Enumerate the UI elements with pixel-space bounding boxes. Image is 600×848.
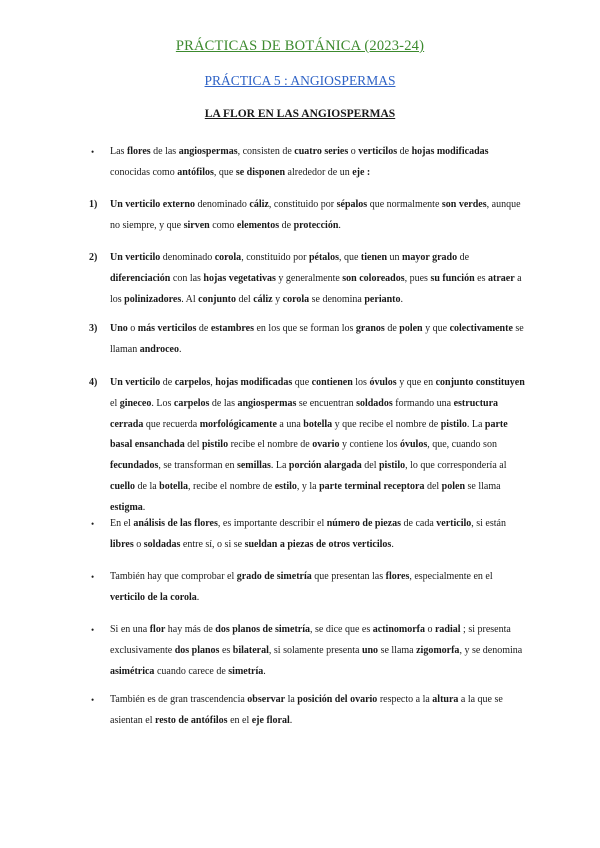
paragraph-ovario [110, 690, 528, 732]
text-run: y generalmente [275, 272, 343, 284]
text-run: , que [338, 252, 361, 263]
bold-term: sirven [183, 219, 210, 231]
bold-term: porción alargada [288, 460, 362, 472]
bold-term: parte terminal receptora [319, 480, 425, 492]
bold-term: soldados [356, 397, 393, 409]
bold-term: tienen [360, 252, 388, 263]
text-run: de [160, 377, 175, 388]
text-run: en el [227, 714, 252, 726]
text-run: ; si presenta exclusivamente [110, 624, 511, 656]
list-marker-3: 3) [89, 323, 98, 334]
bold-term: Un verticilo externo [110, 199, 195, 210]
bold-term: flor [149, 624, 166, 635]
bold-term: angiospermas [178, 146, 238, 157]
list-marker-4: 4) [89, 377, 98, 388]
bold-term: pistilo [201, 439, 229, 451]
bold-term: pistilo [440, 418, 467, 430]
bold-term: sépalos [336, 199, 368, 210]
text-run: respecto a la [377, 694, 433, 705]
text-run: de [384, 323, 400, 334]
text-run: que normalmente [367, 199, 442, 210]
text-run: la [285, 694, 298, 705]
text-run: o [348, 146, 359, 157]
bold-term: semillas [236, 460, 271, 472]
bold-term: pistilo [379, 460, 406, 472]
bold-term: número de piezas [326, 518, 401, 529]
bold-term: perianto [364, 293, 401, 305]
bold-term: polen [399, 323, 423, 334]
text-run: se llama [465, 480, 501, 492]
list-marker-2: 2) [89, 252, 98, 263]
list-marker-1: 1) [89, 199, 98, 210]
text-run: . Al [181, 293, 199, 305]
text-run: También hay que comprobar el [110, 571, 237, 582]
paragraph-intro [110, 142, 528, 184]
text-run: , que, cuando son [427, 439, 497, 451]
text-run: de las [209, 397, 238, 409]
bold-term: hojas modificadas [215, 377, 293, 388]
text-run: de [196, 323, 211, 334]
bold-term: resto de antófilos [154, 714, 228, 726]
text-run: se encuentran [296, 397, 357, 409]
text-run: se llaman [110, 323, 524, 355]
text-run: como [209, 219, 237, 231]
text-run: , consisten de [237, 146, 295, 157]
bold-term: estilo [274, 480, 297, 492]
bold-term: dos planos [174, 644, 220, 656]
section-heading: LA FLOR EN LAS ANGIOSPERMAS [204, 108, 396, 120]
bold-term: se disponen [235, 166, 286, 178]
paragraph-simetria [110, 567, 528, 609]
text-run: , lo que correspondería al [405, 460, 507, 472]
bold-term: elementos [236, 219, 280, 231]
text-run: y contiene los [339, 439, 400, 451]
bold-term: verticilo de la corola [110, 591, 197, 603]
bold-term: mayor grado [402, 252, 458, 263]
text-run: denominado [194, 199, 250, 210]
bold-term: su función [430, 272, 475, 284]
bold-term: hojas modificadas [411, 146, 489, 157]
text-run: o [424, 624, 435, 635]
bold-term: verticilo [436, 518, 472, 529]
bold-term: granos [355, 323, 385, 334]
bold-term: angiospermas [237, 397, 297, 409]
text-run: en los que se forman los [253, 323, 356, 334]
text-run: que recuerda [143, 418, 200, 430]
text-run: . [400, 293, 403, 305]
bold-term: estructura cerrada [110, 397, 499, 430]
text-run: y que recibe el nombre de [332, 418, 441, 430]
bold-term: corola [282, 293, 310, 305]
bold-term: sueldan a piezas de otros verticilos [244, 538, 392, 550]
bold-term: son verdes [441, 199, 487, 210]
text-run: , especialmente en el [409, 571, 493, 582]
text-run: de cada [401, 518, 437, 529]
paragraph-gineceo [110, 373, 528, 519]
text-run: o [133, 538, 144, 550]
text-run: se denomina [309, 293, 365, 305]
bold-term: diferenciación [110, 272, 171, 284]
text-run: y que en [396, 377, 436, 388]
paragraph-caliz [110, 195, 528, 237]
paragraph-planos [110, 620, 528, 682]
bold-term: flores [385, 571, 410, 582]
text-run: , que [213, 166, 236, 178]
text-run: o [127, 323, 138, 334]
bold-term: botella [159, 480, 189, 492]
text-run: , aunque no siempre, y que [110, 199, 521, 231]
bold-term: estambres [210, 323, 254, 334]
bold-term: pétalos [308, 252, 339, 263]
bold-term: gineceo [119, 397, 152, 409]
text-run: , y la [296, 480, 320, 492]
text-run: , [210, 377, 216, 388]
text-run: del [235, 293, 254, 305]
bold-term: fecundados [110, 460, 159, 472]
text-run: . [391, 538, 394, 550]
bold-term: conjunto constituyen [435, 377, 525, 388]
text-run: de [279, 219, 294, 231]
text-run: conocidas como [110, 166, 178, 178]
text-run: . Los [151, 397, 174, 409]
bold-term: actinomorfa [372, 624, 425, 635]
text-run: , pues [404, 272, 431, 284]
text-run: . [178, 343, 182, 355]
text-run: . [196, 591, 200, 603]
bold-term: zigomorfa [416, 644, 460, 656]
bold-term: más verticilos [137, 323, 197, 334]
text-run: Las [110, 146, 127, 157]
bold-term: parte basal ensanchada [110, 418, 508, 451]
bold-term: uno [361, 644, 379, 656]
bold-term: altura [432, 694, 459, 705]
bold-term: soldadas [143, 538, 181, 550]
text-run: alrededor de un [285, 166, 353, 178]
text-run: , se transforman en [158, 460, 237, 472]
bold-term: hojas vegetativas [203, 272, 276, 284]
text-run: que presentan las [311, 571, 386, 582]
text-run: . La [270, 460, 289, 472]
bold-term: ovario [312, 439, 340, 451]
bold-term: posición del ovario [297, 694, 378, 705]
text-run: que [292, 377, 312, 388]
bold-term: cuatro series [294, 146, 349, 157]
text-run: , si están [471, 518, 506, 529]
text-run: Si en una [110, 624, 150, 635]
text-run: se llama [378, 644, 417, 656]
bold-term: libres [110, 538, 134, 550]
bold-term: corola [214, 252, 242, 263]
page-title: PRÁCTICAS DE BOTÁNICA (2023-24) [175, 38, 425, 54]
bullet-marker: • [91, 695, 95, 705]
text-run: es [219, 644, 233, 656]
text-run: de la [135, 480, 160, 492]
text-run: entre sí, o si se [180, 538, 245, 550]
text-run: del [184, 439, 202, 451]
bold-term: bilateral [232, 644, 269, 656]
text-run: , si solamente presenta [268, 644, 362, 656]
text-run: , se dice que es [310, 624, 373, 635]
bold-term: cáliz [253, 293, 273, 305]
text-run: de [397, 146, 412, 157]
text-run: , constituido por [268, 199, 337, 210]
text-run: , constituido por [241, 252, 309, 263]
bold-term: carpelos [173, 397, 210, 409]
bold-term: son coloreados [342, 272, 405, 284]
text-run: hay más de [165, 624, 216, 635]
bold-term: asimétrica [110, 665, 155, 677]
text-run: de las [150, 146, 179, 157]
bold-term: morfológicamente [199, 418, 277, 430]
text-run: . [338, 219, 341, 231]
bold-term: androceo [139, 343, 179, 355]
bold-term: contienen [311, 377, 353, 388]
bold-term: polinizadores [124, 293, 182, 305]
bold-term: atraer [487, 272, 515, 284]
bullet-marker: • [91, 147, 95, 157]
bold-term: Un verticilo [110, 377, 161, 388]
bold-term: óvulos [369, 377, 397, 388]
paragraph-analisis [110, 514, 528, 556]
bullet-marker: • [91, 572, 95, 582]
bold-term: antófilos [177, 166, 214, 178]
bold-term: Uno [110, 323, 128, 334]
text-run: En el [110, 518, 134, 529]
bold-term: cuello [110, 480, 135, 492]
bold-term: dos planos de simetría [215, 624, 310, 635]
text-run: formando una [392, 397, 454, 409]
bold-term: protección [293, 219, 339, 231]
text-run: denominado [160, 252, 215, 263]
text-run: a la que se asientan el [110, 694, 503, 726]
text-run: . La [466, 418, 485, 430]
text-run: es [474, 272, 488, 284]
text-run: de [457, 252, 470, 263]
text-run: recibe el nombre de [228, 439, 313, 451]
bold-term: eje floral [251, 714, 290, 726]
text-run: , recibe el nombre de [188, 480, 275, 492]
bold-term: observar [247, 694, 286, 705]
bold-term: radial [434, 624, 461, 635]
text-run: . [263, 665, 266, 677]
bold-term: grado de simetría [236, 571, 312, 582]
bold-term: eje : [352, 166, 371, 178]
bold-term: polen [441, 480, 466, 492]
text-run: del [361, 460, 379, 472]
paragraph-androceo [110, 319, 528, 361]
text-run: del [424, 480, 442, 492]
text-run: con las [170, 272, 204, 284]
bold-term: cáliz [249, 199, 269, 210]
bold-term: conjunto [198, 293, 236, 305]
text-run: cuando carece de [154, 665, 229, 677]
text-run: También es de gran trascendencia [110, 694, 248, 705]
text-run: , y se denomina [459, 644, 523, 656]
bold-term: óvulos [400, 439, 428, 451]
text-run: los [352, 377, 370, 388]
bullet-marker: • [91, 519, 95, 529]
text-run: . [142, 501, 146, 513]
bullet-marker: • [91, 625, 95, 635]
text-run: y que [422, 323, 450, 334]
text-run: , es importante describir el [217, 518, 327, 529]
bold-term: colectivamente [449, 323, 513, 334]
bold-term: análisis de las flores [133, 518, 218, 529]
bold-term: carpelos [174, 377, 211, 388]
text-run: . [289, 714, 293, 726]
text-run: y [272, 293, 283, 305]
bold-term: Un verticilo [110, 252, 161, 263]
text-run: a los [110, 272, 522, 305]
bold-term: flores [126, 146, 151, 157]
text-run: a una [276, 418, 304, 430]
paragraph-corola [110, 248, 528, 310]
text-run: el [110, 397, 120, 409]
page-subtitle: PRÁCTICA 5 : ANGIOSPERMAS [204, 73, 396, 88]
text-run: un [387, 252, 403, 263]
bold-term: estigma [110, 501, 143, 513]
bold-term: verticilos [358, 146, 398, 157]
bold-term: simetría [228, 665, 264, 677]
bold-term: botella [303, 418, 333, 430]
